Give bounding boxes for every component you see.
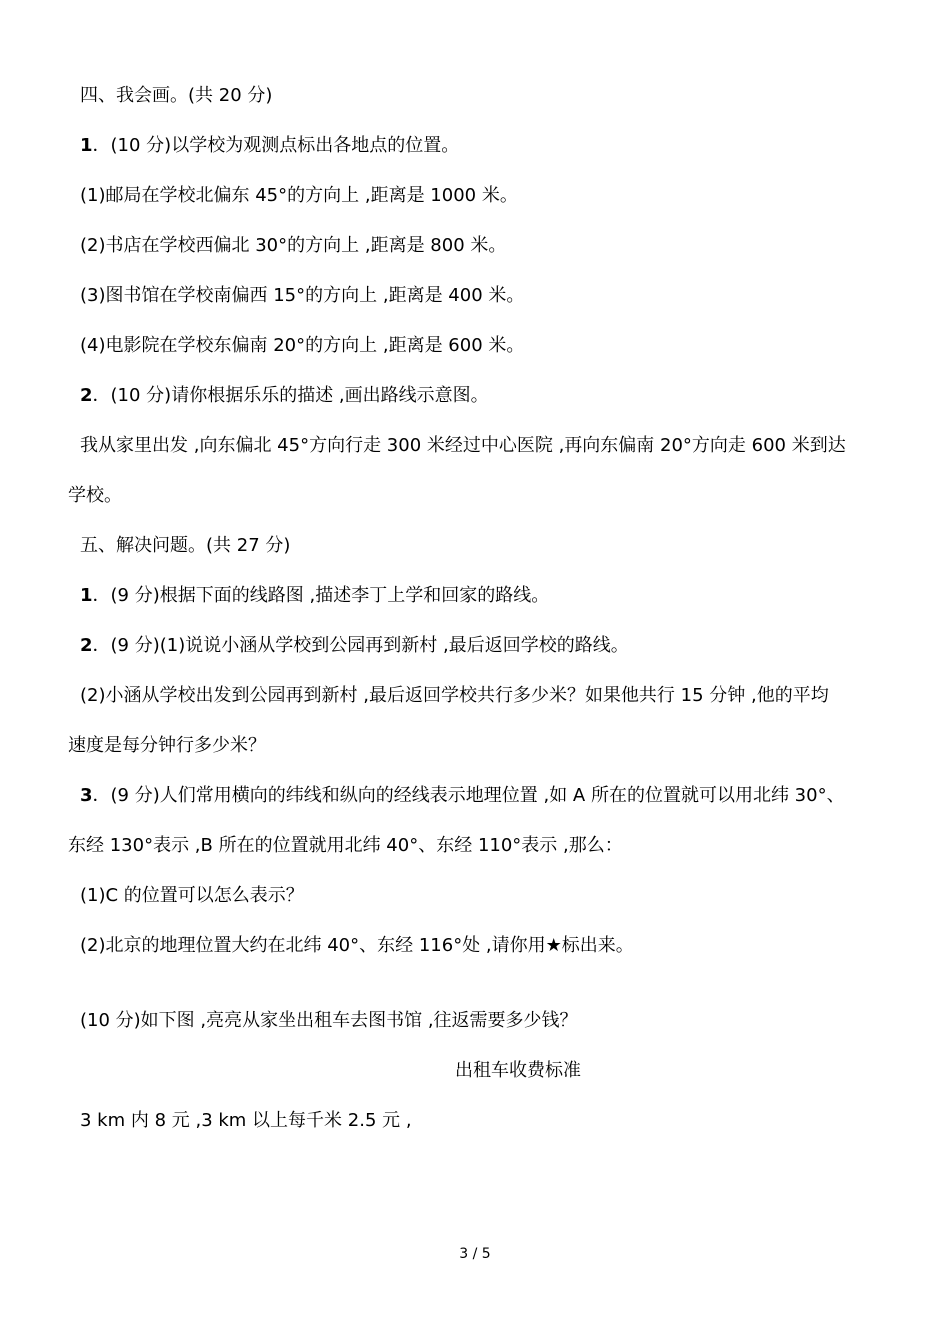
fare-rule: 3 km 内 8 元 ,3 km 以上每千米 2.5 元 , xyxy=(80,1110,412,1131)
question-number: 1 xyxy=(80,585,93,606)
question-5-2-sub-2-line-1: (2)小涵从学校出发到公园再到新村 ,最后返回学校共行多少米？如果他共行 15 分钟 ,他的平均 xyxy=(80,685,829,706)
question-4-1-item-4: (4)电影院在学校东偏南 20°的方向上 ,距离是 600 米。 xyxy=(80,335,525,356)
question-number: 1 xyxy=(80,135,93,156)
question-text: ．(9 分)人们常用横向的纬线和纵向的经线表示地理位置 ,如 A 所在的位置就可以用北纬 30°、 xyxy=(92,785,845,806)
question-4-2-description-line-1: 我从家里出发 ,向东偏北 45°方向行走 300 米经过中心医院 ,再向东偏南 20°方向走 600 米到达 xyxy=(80,435,846,456)
question-4-1-item-3: (3)图书馆在学校南偏西 15°的方向上 ,距离是 400 米。 xyxy=(80,285,525,306)
question-5-3-sub-1: (1)C 的位置可以怎么表示？ xyxy=(80,885,304,906)
question-5-3 xyxy=(80,784,845,808)
question-5-2-sub-2-line-2: 速度是每分钟行多少米？ xyxy=(68,735,266,756)
page-number: 3 / 5 xyxy=(459,1246,491,1262)
question-5-2 xyxy=(80,634,629,658)
question-number: 3 xyxy=(80,785,93,806)
question-4-1-item-1: (1)邮局在学校北偏东 45°的方向上 ,距离是 1000 米。 xyxy=(80,185,518,206)
question-5-1 xyxy=(80,584,549,608)
question-5-4: (10 分)如下图 ,亮亮从家坐出租车去图书馆 ,往返需要多少钱？ xyxy=(80,1010,578,1031)
question-text: ．(9 分)根据下面的线路图 ,描述李丁上学和回家的路线。 xyxy=(92,585,550,606)
question-4-1-item-2: (2)书店在学校西偏北 30°的方向上 ,距离是 800 米。 xyxy=(80,235,507,256)
question-4-2-description-line-2: 学校。 xyxy=(68,485,122,506)
question-4-1 xyxy=(80,134,459,158)
question-number: 2 xyxy=(80,385,93,406)
question-text: ．(9 分)(1)说说小涵从学校到公园再到新村 ,最后返回学校的路线。 xyxy=(92,635,629,656)
question-text: ．(10 分)请你根据乐乐的描述 ,画出路线示意图。 xyxy=(92,385,489,406)
fare-table-title: 出租车收费标准 xyxy=(455,1060,581,1081)
section-5-heading: 五、解决问题。(共 27 分) xyxy=(80,535,291,556)
section-4-heading: 四、我会画。(共 20 分) xyxy=(80,85,273,106)
question-text: ．(10 分)以学校为观测点标出各地点的位置。 xyxy=(92,135,460,156)
question-5-3-line-2: 东经 130°表示 ,B 所在的位置就用北纬 40°、东经 110°表示 ,那么： xyxy=(68,835,623,856)
question-5-3-sub-2: (2)北京的地理位置大约在北纬 40°、东经 116°处 ,请你用★标出来。 xyxy=(80,935,634,956)
question-4-2 xyxy=(80,384,489,408)
question-number: 2 xyxy=(80,635,93,656)
